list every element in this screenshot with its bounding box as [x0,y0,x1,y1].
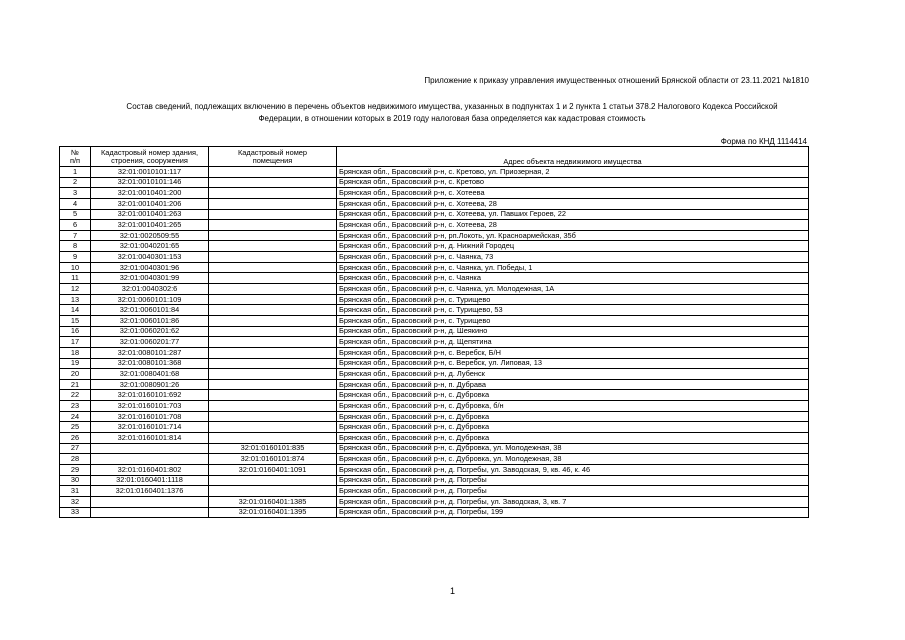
cell-num: 24 [60,411,91,422]
cell-room-cadastral [209,326,337,337]
cell-room-cadastral [209,209,337,220]
table-row [60,347,809,358]
cell-num: 1 [60,167,91,178]
cell-room-cadastral [209,177,337,188]
cell-num: 30 [60,475,91,486]
cell-num: 20 [60,369,91,380]
cell-room-cadastral [209,262,337,273]
cell-address: Брянская обл., Брасовский р-н, д. Погребы, ул. Заводская, 3, кв. 7 [337,496,809,507]
cell-building-cadastral: 32:01:0160401:1118 [91,475,209,486]
cell-num: 27 [60,443,91,454]
table-row [60,464,809,475]
table-row [60,198,809,209]
table-row [60,220,809,231]
cell-room-cadastral [209,284,337,295]
cell-building-cadastral: 32:01:0010401:200 [91,188,209,199]
cell-num: 28 [60,454,91,465]
cell-room-cadastral [209,401,337,412]
cell-room-cadastral [209,252,337,263]
cell-building-cadastral: 32:01:0160401:802 [91,464,209,475]
cell-num: 26 [60,433,91,444]
cell-address: Брянская обл., Брасовский р-н, с. Хотеева, 28 [337,198,809,209]
header-building-line2: строения, сооружения [111,155,188,165]
cell-room-cadastral [209,411,337,422]
cell-building-cadastral [91,454,209,465]
cell-address: Брянская обл., Брасовский р-н, с. Турищево [337,315,809,326]
cell-building-cadastral: 32:01:0080101:368 [91,358,209,369]
cell-address: Брянская обл., Брасовский р-н, с. Чаянка, 73 [337,252,809,263]
cell-building-cadastral: 32:01:0040302:6 [91,284,209,295]
cell-building-cadastral: 32:01:0060201:77 [91,337,209,348]
table-row [60,273,809,284]
cell-address: Брянская обл., Брасовский р-н, с. Хотеева [337,188,809,199]
cell-building-cadastral: 32:01:0040201:65 [91,241,209,252]
cell-room-cadastral [209,167,337,178]
table-row [60,167,809,178]
cell-num: 5 [60,209,91,220]
table-row [60,443,809,454]
table-row [60,305,809,316]
cell-address: Брянская обл., Брасовский р-н, с. Хотеева, 28 [337,220,809,231]
cell-room-cadastral: 32:01:0160101:874 [209,454,337,465]
cell-room-cadastral [209,241,337,252]
cell-building-cadastral: 32:01:0010101:146 [91,177,209,188]
cell-address: Брянская обл., Брасовский р-н, с. Дубровка [337,390,809,401]
cell-room-cadastral [209,294,337,305]
table-row [60,252,809,263]
cell-num: 7 [60,230,91,241]
table-row [60,369,809,380]
cell-room-cadastral [209,422,337,433]
cell-address: Брянская обл., Брасовский р-н, с. Хотеева, ул. Павших Героев, 22 [337,209,809,220]
cell-building-cadastral: 32:01:0160101:708 [91,411,209,422]
cell-building-cadastral: 32:01:0060101:86 [91,315,209,326]
cell-room-cadastral [209,305,337,316]
appendix-line: Приложение к приказу управления имущественных отношений Брянской области от 23.11.2021 №1810 [424,76,809,85]
cell-building-cadastral: 32:01:0160401:1376 [91,486,209,497]
cell-room-cadastral [209,220,337,231]
cell-room-cadastral [209,358,337,369]
cell-address: Брянская обл., Брасовский р-н, д. Погребы [337,486,809,497]
property-table [59,146,809,518]
title-line-2: Федерации, в отношении которых в 2019 году налоговая база определяется как кадастровая стоимость [258,114,646,123]
table-row [60,230,809,241]
cell-room-cadastral [209,433,337,444]
cell-num: 18 [60,347,91,358]
cell-num: 12 [60,284,91,295]
cell-room-cadastral: 32:01:0160101:835 [209,443,337,454]
cell-building-cadastral: 32:01:0010401:206 [91,198,209,209]
cell-address: Брянская обл., Брасовский р-н, с. Дубровка, б/н [337,401,809,412]
cell-address: Брянская обл., Брасовский р-н, д. Погребы, 199 [337,507,809,518]
table-row [60,496,809,507]
table-row [60,379,809,390]
table-row [60,209,809,220]
cell-room-cadastral [209,315,337,326]
cell-room-cadastral [209,188,337,199]
cell-num: 33 [60,507,91,518]
cell-building-cadastral: 32:01:0060101:109 [91,294,209,305]
cell-address: Брянская обл., Брасовский р-н, с. Турищево [337,294,809,305]
header-room-line1: Кадастровый номер [237,147,308,157]
cell-building-cadastral: 32:01:0160101:692 [91,390,209,401]
cell-building-cadastral: 32:01:0010401:265 [91,220,209,231]
header-building-line1: Кадастровый номер здания, [100,147,199,157]
cell-num: 2 [60,177,91,188]
cell-num: 23 [60,401,91,412]
table-row [60,358,809,369]
cell-address: Брянская обл., Брасовский р-н, д. Нижний Городец [337,241,809,252]
cell-address: Брянская обл., Брасовский р-н, с. Дубровка [337,433,809,444]
cell-num: 19 [60,358,91,369]
table-header-row [60,147,809,167]
document-title [62,101,842,125]
table-row [60,337,809,348]
cell-address: Брянская обл., Брасовский р-н, с. Чаянка, ул. Победы, 1 [337,262,809,273]
table-row [60,188,809,199]
cell-num: 21 [60,379,91,390]
cell-address: Брянская обл., Брасовский р-н, д. Шеякино [337,326,809,337]
cell-room-cadastral: 32:01:0160401:1091 [209,464,337,475]
cell-address: Брянская обл., Брасовский р-н, с. Веребск, Б/Н [337,347,809,358]
header-num-line1: № [71,147,79,157]
cell-building-cadastral [91,496,209,507]
table-row [60,422,809,433]
cell-address: Брянская обл., Брасовский р-н, с. Дубровка, ул. Молодежная, 38 [337,454,809,465]
cell-room-cadastral: 32:01:0160401:1395 [209,507,337,518]
cell-room-cadastral [209,486,337,497]
cell-address: Брянская обл., Брасовский р-н, с. Дубровка [337,411,809,422]
form-code: Форма по КНД 1114414 [720,137,807,146]
cell-building-cadastral: 32:01:0060101:84 [91,305,209,316]
cell-room-cadastral [209,230,337,241]
cell-room-cadastral [209,273,337,284]
header-num [60,147,91,167]
cell-address: Брянская обл., Брасовский р-н, д. Щепятина [337,337,809,348]
cell-num: 22 [60,390,91,401]
cell-num: 13 [60,294,91,305]
table-row [60,315,809,326]
cell-building-cadastral: 32:01:0160101:714 [91,422,209,433]
cell-building-cadastral: 32:01:0010101:117 [91,167,209,178]
table-row [60,411,809,422]
cell-room-cadastral [209,347,337,358]
table-row [60,454,809,465]
cell-num: 29 [60,464,91,475]
cell-address: Брянская обл., Брасовский р-н, с. Чаянка, ул. Молодежная, 1А [337,284,809,295]
cell-num: 17 [60,337,91,348]
cell-num: 14 [60,305,91,316]
cell-num: 3 [60,188,91,199]
cell-address: Брянская обл., Брасовский р-н, п. Дубрава [337,379,809,390]
cell-room-cadastral: 32:01:0160401:1385 [209,496,337,507]
table-body [60,167,809,518]
cell-room-cadastral [209,390,337,401]
cell-building-cadastral: 32:01:0040301:96 [91,262,209,273]
cell-num: 6 [60,220,91,231]
table-row [60,507,809,518]
cell-building-cadastral: 32:01:0040301:153 [91,252,209,263]
cell-address: Брянская обл., Брасовский р-н, д. Лубенск [337,369,809,380]
cell-building-cadastral: 32:01:0080401:68 [91,369,209,380]
cell-address: Брянская обл., Брасовский р-н, с. Кретово, ул. Приозерная, 2 [337,167,809,178]
table-row [60,241,809,252]
page-number: 1 [449,586,455,596]
cell-num: 15 [60,315,91,326]
table-row [60,262,809,273]
cell-num: 25 [60,422,91,433]
cell-building-cadastral [91,507,209,518]
cell-address: Брянская обл., Брасовский р-н, с. Дубровка, ул. Молодежная, 38 [337,443,809,454]
cell-num: 9 [60,252,91,263]
cell-num: 10 [60,262,91,273]
cell-address: Брянская обл., Брасовский р-н, с. Дубровка [337,422,809,433]
cell-building-cadastral: 32:01:0010401:263 [91,209,209,220]
header-room-line2: помещения [252,155,293,165]
cell-building-cadastral: 32:01:0080101:287 [91,347,209,358]
cell-address: Брянская обл., Брасовский р-н, рп.Локоть, ул. Красноармейская, 35б [337,230,809,241]
cell-address: Брянская обл., Брасовский р-н, с. Кретово [337,177,809,188]
table-row [60,401,809,412]
table-row [60,433,809,444]
cell-room-cadastral [209,369,337,380]
cell-building-cadastral: 32:01:0160101:703 [91,401,209,412]
cell-num: 16 [60,326,91,337]
cell-address: Брянская обл., Брасовский р-н, д. Погребы [337,475,809,486]
header-room [209,147,337,167]
cell-building-cadastral: 32:01:0020509:55 [91,230,209,241]
cell-room-cadastral [209,337,337,348]
header-building [91,147,209,167]
cell-address: Брянская обл., Брасовский р-н, д. Погребы, ул. Заводская, 9, кв. 46, к. 46 [337,464,809,475]
cell-num: 4 [60,198,91,209]
cell-building-cadastral: 32:01:0080901:26 [91,379,209,390]
cell-building-cadastral: 32:01:0060201:62 [91,326,209,337]
cell-address: Брянская обл., Брасовский р-н, с. Турищево, 53 [337,305,809,316]
cell-building-cadastral: 32:01:0040301:99 [91,273,209,284]
cell-num: 11 [60,273,91,284]
cell-room-cadastral [209,198,337,209]
cell-address: Брянская обл., Брасовский р-н, с. Чаянка [337,273,809,284]
table-row [60,294,809,305]
cell-num: 8 [60,241,91,252]
cell-room-cadastral [209,379,337,390]
table-row [60,486,809,497]
cell-room-cadastral [209,475,337,486]
table-row [60,177,809,188]
cell-num: 32 [60,496,91,507]
table-row [60,284,809,295]
cell-building-cadastral: 32:01:0160101:814 [91,433,209,444]
table-row [60,390,809,401]
title-line-1: Состав сведений, подлежащих включению в перечень объектов недвижимого имущества, указанных в подпунктах 1 и 2 пункта 1 статьи 378.2 Налогового Кодекса Российской [126,102,778,111]
header-address: Адрес объекта недвижимого имущества [337,147,809,167]
header-num-line2: п/п [69,155,81,165]
cell-building-cadastral [91,443,209,454]
table-row [60,326,809,337]
cell-address: Брянская обл., Брасовский р-н, с. Веребск, ул. Липовая, 13 [337,358,809,369]
table-row [60,475,809,486]
cell-num: 31 [60,486,91,497]
